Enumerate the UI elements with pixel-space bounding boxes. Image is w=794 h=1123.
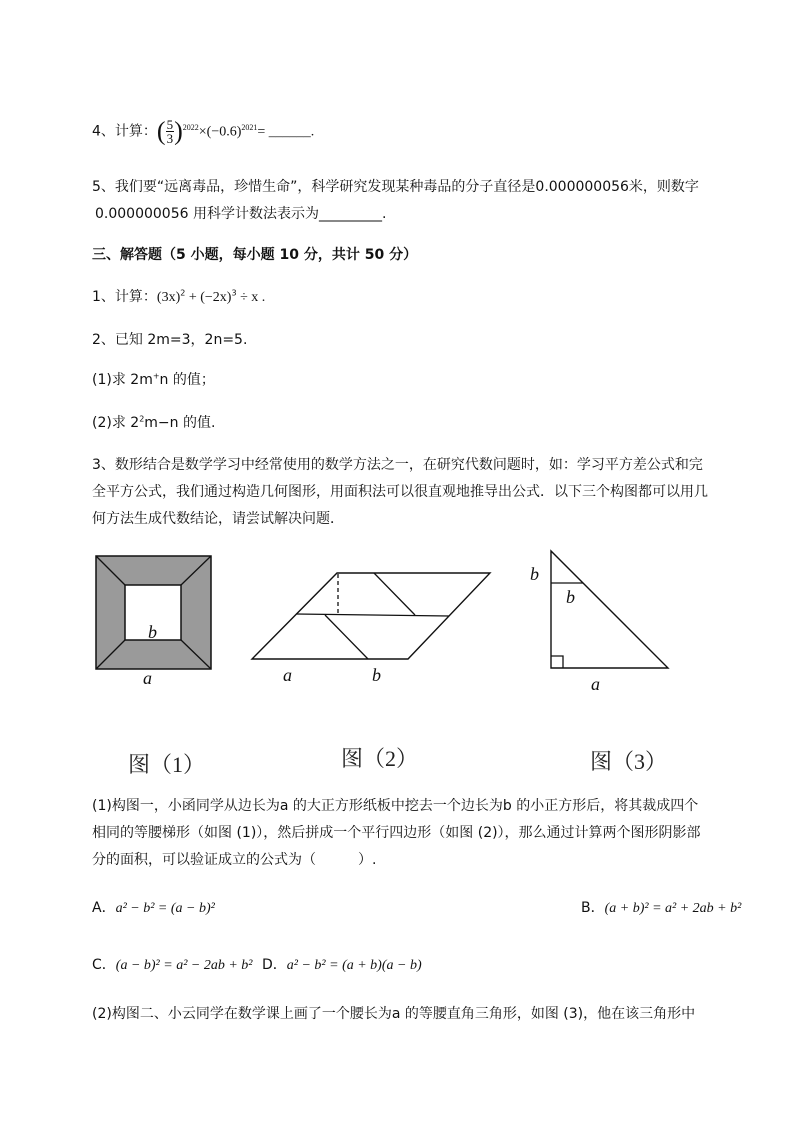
p2-sub1-exp: + [152, 371, 160, 381]
p3-line2: 全平方公式，我们通过构造几何图形，用面积法可以很直观地推导出公式．以下三个构图都可以用几 [92, 484, 708, 500]
part1-line1: (1)构图一，小函同学从边长为a 的大正方形纸板中挖去一个边长为b 的小正方形后，将其裁成四个 [92, 798, 699, 814]
fig3-label-b-side: b [530, 564, 539, 584]
q5-line1: 5、我们要“远离毒品，珍惜生命”，科学研究发现某种毒品的分子直径是0.000000056米，则数字 [92, 179, 699, 195]
option-b-formula: (a + b)² = a² + 2ab + b² [604, 901, 742, 916]
q4-numerator: 5 [166, 117, 174, 132]
option-a-label: A． [92, 900, 116, 916]
figure-3 [530, 551, 668, 694]
q4-suffix: = ______. [257, 124, 315, 140]
option-d-label: D． [262, 957, 287, 973]
q4-prefix: 4、计算： [92, 123, 157, 140]
p2-sub1-b: n 的值； [159, 372, 215, 388]
fig3-triangle [551, 551, 668, 668]
option-a[interactable] [92, 898, 215, 919]
p1-expr-a: (3x) [156, 290, 181, 305]
fig3-label-a: a [591, 674, 600, 694]
q4-denominator: 3 [166, 131, 174, 146]
option-d[interactable] [262, 955, 422, 976]
p1-expr-c: ÷ x . [236, 290, 266, 305]
question-4: 4、计算：( $\frac{5}{3}$ )$^{2022}\times(-0.6)^{2021}=$ ______. [92, 116, 315, 146]
p3-line3: 何方法生成代数结论，请尝试解决问题． [92, 511, 344, 527]
figure-1 [96, 556, 211, 688]
option-c-label: C． [92, 957, 116, 973]
q4-mid: ×(−0.6) [198, 124, 242, 140]
option-c[interactable] [92, 955, 253, 976]
option-d-formula: a² − b² = (a + b)(a − b) [286, 958, 422, 973]
problem-2: 2、已知 2m=3，2n=5. [92, 332, 248, 348]
q4-exp1: 2022 [182, 122, 199, 132]
p3-line1: 3、数形结合是数学学习中经常使用的数学方法之一，在研究代数问题时，如：学习平方差公式和完 [92, 457, 703, 473]
p1-exp-b: 3 [231, 288, 237, 298]
part2-line1: (2)构图二、小云同学在数学课上画了一个腰长为a 的等腰直角三角形，如图 (3)，他在该三角形中 [92, 1006, 696, 1022]
part1-line2: 相同的等腰梯形（如图 (1)），然后拼成一个平行四边形（如图 (2)），那么通过计算两个图形阴影部 [92, 825, 701, 841]
fig3-right-angle [551, 656, 563, 668]
p1-expr-b: + (−2x) [185, 290, 232, 305]
p2-sub2-a: (2)求 2 [92, 415, 140, 431]
p2-sub1-a: (1)求 2m [92, 372, 153, 388]
option-c-formula: (a − b)² = a² − 2ab + b² [115, 958, 253, 973]
figure-2 [252, 573, 490, 685]
fig1-caption: 图（1） [128, 752, 206, 777]
fig2-label-b: b [372, 665, 381, 685]
p2-sub2-exp: 2 [139, 414, 145, 424]
option-b[interactable] [581, 898, 741, 919]
fig1-label-b: b [148, 622, 157, 642]
option-b-label: B． [581, 900, 605, 916]
p1-exp-a: 2 [180, 288, 186, 298]
part1-line3: 分的面积，可以验证成立的公式为（ ）. [92, 852, 377, 868]
q5-line2: 0.000000056 用科学计数法表示为_________. [95, 206, 387, 222]
fig1-label-a: a [143, 668, 152, 688]
fig3-label-b-inner: b [566, 587, 575, 607]
fig2-parallelogram [252, 573, 490, 659]
section-3-heading: 三、解答题（5 小题，每小题 10 分，共计 50 分） [92, 247, 418, 263]
q4-exp2: 2021 [241, 122, 258, 132]
p1-prefix: 1、计算： [92, 289, 157, 305]
option-a-formula: a² − b² = (a − b)² [115, 901, 215, 916]
fig2-label-a: a [283, 665, 292, 685]
fig3-caption: 图（3） [590, 749, 668, 774]
p2-sub2-b: m−n 的值. [144, 415, 216, 431]
fig2-caption: 图（2） [341, 746, 419, 771]
